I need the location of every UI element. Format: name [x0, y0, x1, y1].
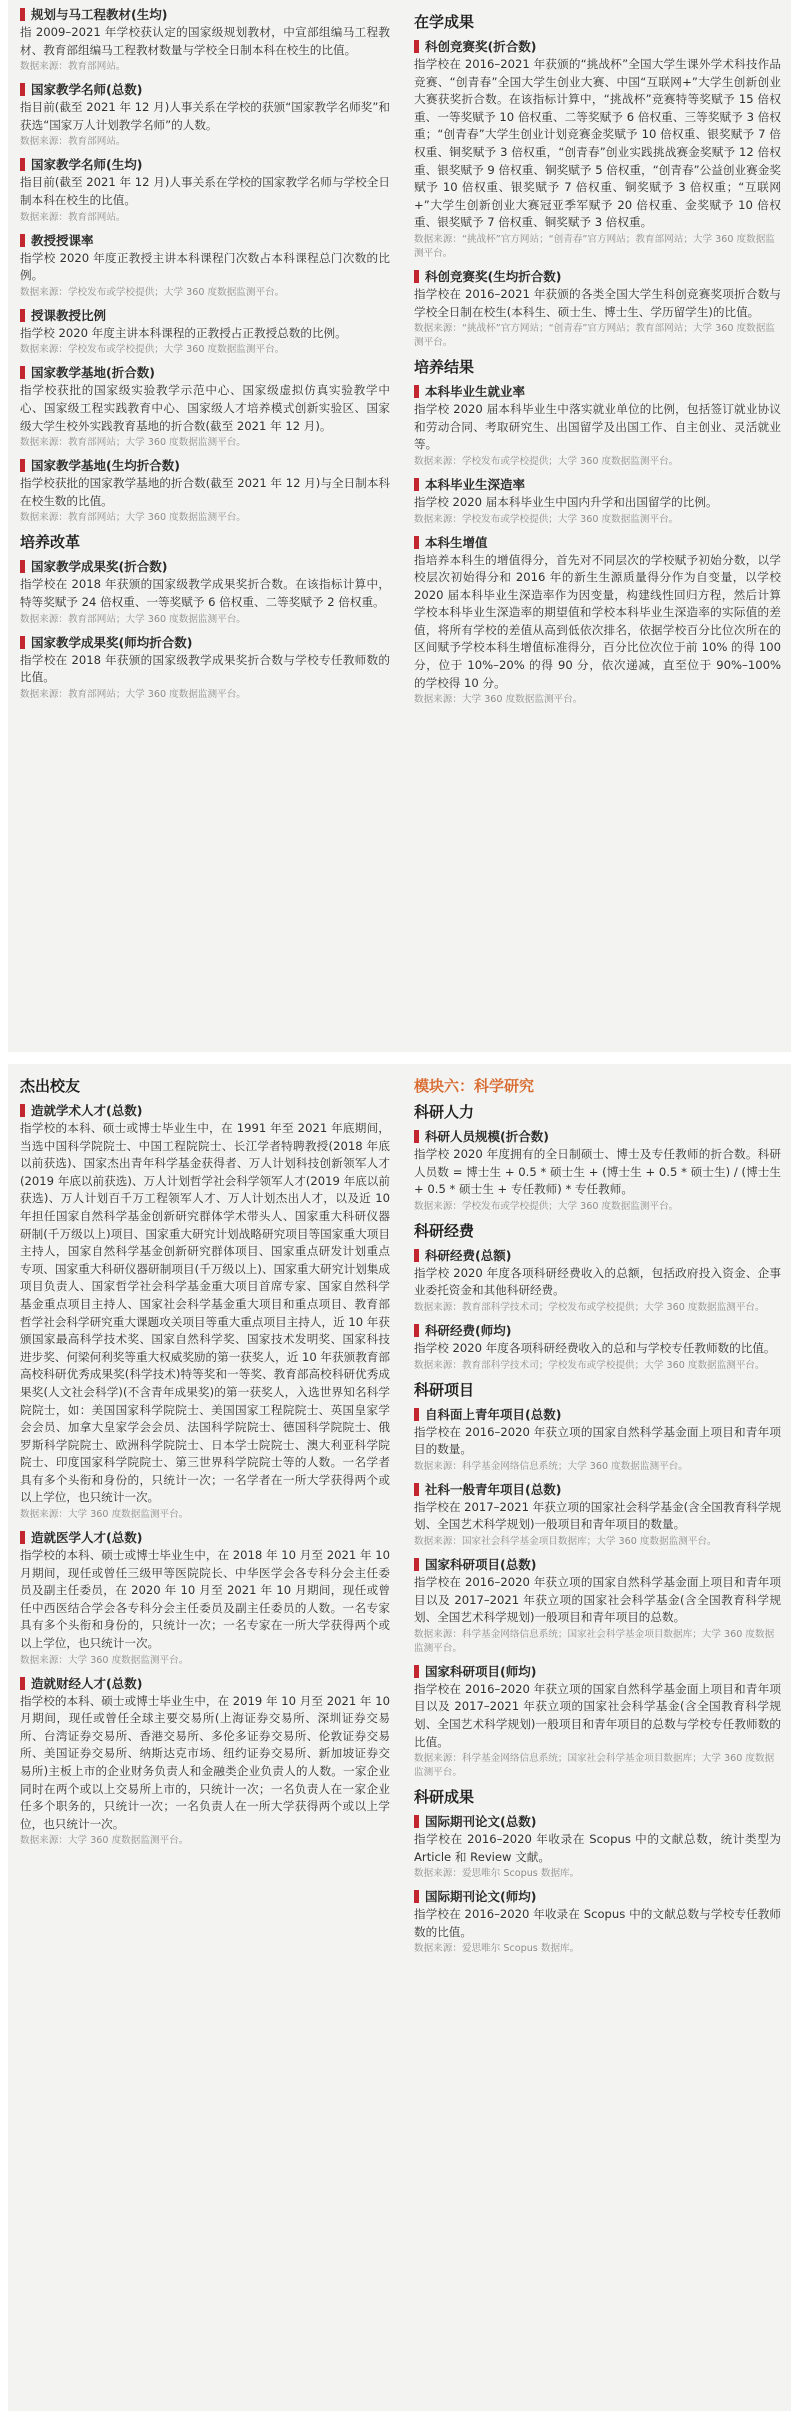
- indicator-data-source: 数据来源：教育部网站；大学 360 度数据监测平台。: [20, 613, 246, 625]
- indicator-description: 指学校在 2016–2021 年获颁的“挑战杯”全国大学生课外学术科技作品竞赛、“创青春”全国大学生创业大赛、中国“互联网+”大学生创新创业大赛获奖折合数。在该指标计算中，“挑战杯”竞赛特等奖赋予 15 倍权重、一等奖赋予 10 倍权重、二等奖赋予 6 倍权重、三等奖赋予 3 倍权重；“创青春”大学生创业计划竞赛金奖赋予 10 倍权重、银奖赋予 7 倍权重、铜奖赋予 3 倍权重，“创青春”创业实践挑战赛金奖赋予 12 倍权重、银奖赋予 9 倍权重、铜奖赋予 5 倍权重，“创青春”公益创业赛金奖赋予 10 倍权重、银奖赋予 7 倍权重、铜奖赋予 3 倍权重；“互联网+”大学生创新创业大赛冠亚季军赋予 20 倍权重、金奖赋予 10 倍权重、银奖赋予 7 倍权重、铜奖赋予 3 倍权重。: [414, 57, 781, 230]
- indicator-data-source: 数据来源：爱思唯尔 Scopus 数据库。: [414, 1943, 580, 1955]
- indicator-header: [414, 1663, 781, 1680]
- indicator-data-source: 数据来源：教育部科学技术司；学校发布或学校提供；大学 360 度数据监测平台。: [414, 1359, 765, 1371]
- indicator-data-source: 数据来源：科学基金网络信息系统；国家社会科学基金项目数据库；大学 360 度数据监测平台。: [414, 1628, 775, 1654]
- indicator-title: 国家教学成果奖(师均折合数): [31, 634, 193, 650]
- indicator-item: [20, 364, 390, 450]
- study-achievements-items: [414, 38, 781, 350]
- red-bullet-icon: [414, 1665, 419, 1678]
- red-bullet-icon: [414, 1815, 419, 1828]
- indicator-data-source: 数据来源：学校发布或学校提供；大学 360 度数据监测平台。: [20, 286, 285, 298]
- top-left-items: [20, 6, 390, 525]
- red-bullet-icon: [414, 385, 419, 398]
- indicator-title: 社科一般青年项目(总数): [425, 1481, 562, 1497]
- indicator-description: 指学校在 2016–2020 年收录在 Scopus 中的文献总数，统计类型为 Article 和 Review 文献。: [414, 1832, 781, 1864]
- indicator-title: 造就医学人才(总数): [31, 1530, 143, 1546]
- indicator-data-source: 数据来源：大学 360 度数据监测平台。: [20, 1654, 189, 1666]
- indicator-header: [20, 232, 390, 249]
- indicator-item: [414, 38, 781, 261]
- indicator-header: [414, 534, 781, 551]
- indicator-header: [20, 364, 390, 381]
- indicator-data-source: 数据来源：学校发布或学校提供；大学 360 度数据监测平台。: [414, 455, 679, 467]
- indicator-item: [414, 1663, 781, 1780]
- indicator-header: [414, 1556, 781, 1573]
- indicator-header: [414, 383, 781, 400]
- indicator-header: [414, 1481, 781, 1498]
- training-reform-items: [20, 558, 390, 701]
- indicator-item: [414, 1128, 781, 1214]
- indicator-title: 本科毕业生深造率: [425, 476, 526, 492]
- indicator-header: [20, 6, 390, 23]
- indicator-description: 指学校 2020 届本科毕业生中国内升学和出国留学的比例。: [414, 494, 718, 509]
- indicator-item: [414, 476, 781, 527]
- research-funding-items: [414, 1247, 781, 1373]
- section-title-training-reform: 培养改革: [20, 533, 81, 552]
- indicator-item: [20, 1529, 390, 1668]
- indicator-header: [414, 1322, 781, 1339]
- indicator-header: [414, 1406, 781, 1423]
- red-bullet-icon: [414, 536, 419, 549]
- section-title-outstanding-alumni: 杰出校友: [20, 1077, 81, 1095]
- indicator-data-source: 数据来源：学校发布或学校提供；大学 360 度数据监测平台。: [20, 344, 285, 356]
- indicator-description: 指学校 2020 年度正教授主讲本科课程门次数占本科课程总门次数的比例。: [20, 250, 390, 283]
- indicator-description: 指学校的本科、硕士或博士毕业生中，在 2019 年 10 月至 2021 年 10 月期间，现任或曾任全球主要交易所(上海证券交易所、深圳证券交易所、台湾证券交易所、香港交易所、多伦多证券交易所、伦敦证券交易所、美国证券交易所、纳斯达克市场、纽约证券交易所、新加坡证券交易所)主板上市的企业财务负责人和金融类企业负责人的人数。一家企业同时在两个或以上交易所上市的，只统计一次；一名负责人在一家企业任多个职务的，只统计一次；一名负责人在一所大学获得两个或以上学位，也只统计一次。: [20, 1693, 390, 1831]
- indicator-header: [20, 558, 390, 575]
- indicator-item: [414, 1888, 781, 1956]
- indicator-item: [20, 1102, 390, 1522]
- indicator-description: 指培养本科生的增值得分，首先对不同层次的学校赋予初始分数，以学校层次初始得分和 2016 年的新生生源质量得分作为自变量，以学校 2020 届本科毕业生深造率作为因变量，构建线性回归方程，然后计算学校本科毕业生深造率的期望值和学校本科毕业生深造率的实际值的差值，将所有学校的差值从高到低依次排名，依据学校百分比位次所在的区间赋予学校本科生增值标准得分，百分比位次位于前 10% 的得 100 分，位于 10%–20% 的得 90 分，依次递减，直至位于 90%–100% 的学校得 10 分。: [414, 552, 781, 690]
- red-bullet-icon: [414, 478, 419, 491]
- indicator-item: [414, 1813, 781, 1881]
- indicator-header: [414, 38, 781, 55]
- indicator-header: [20, 1529, 390, 1546]
- indicator-description: 指学校 2020 年度拥有的全日制硕士、博士及专任教师的折合数。科研人员数 = 博士生 + 0.5 * 硕士生 + (博士生 + 0.5 * 硕士生) / (博士生 + 0.5 * 硕士生 + 专任教师) * 专任教师。: [414, 1147, 781, 1197]
- indicator-data-source: 数据来源：科学基金网络信息系统；大学 360 度数据监测平台。: [414, 1460, 688, 1472]
- indicator-title: 国际期刊论文(师均): [425, 1889, 537, 1905]
- red-bullet-icon: [414, 1249, 419, 1262]
- indicator-title: 国家教学成果奖(折合数): [31, 559, 168, 575]
- indicator-title: 国家教学名师(生均): [31, 157, 143, 173]
- indicator-item: [20, 6, 390, 74]
- section-title-research-manpower: 科研人力: [414, 1103, 475, 1121]
- indicator-header: [20, 156, 390, 173]
- indicator-description: 指学校获批的国家教学基地的折合数(截至 2021 年 12 月)与全日制本科在校生数的比值。: [20, 476, 390, 508]
- indicator-data-source: 数据来源：“挑战杯”官方网站；“创青春”官方网站；教育部网站；大学 360 度数据监测平台。: [414, 233, 775, 259]
- indicator-title: 教授授课率: [31, 232, 94, 248]
- indicator-item: [20, 81, 390, 149]
- indicator-description: 指学校在 2016–2020 年获立项的国家自然科学基金面上项目和青年项目以及 2017–2021 年获立项的国家社会科学基金(含全国教育科学规划、全国艺术科学规划)一般项目和青年项目的总数与学校专任教师数的比值。: [414, 1681, 781, 1749]
- indicator-title: 科创竞赛奖(生均折合数): [425, 268, 562, 284]
- indicator-description: 指学校获批的国家级实验教学示范中心、国家级虚拟仿真实验教学中心、国家级工程实践教育中心、国家级人才培养模式创新实验区、国家级大学生校外实践教育基地的折合数(截至 2021 年 12 月)。: [20, 383, 390, 433]
- indicator-item: [414, 1481, 781, 1549]
- indicator-item: [20, 156, 390, 224]
- indicator-item: [20, 457, 390, 525]
- indicator-description: 指学校在 2018 年获颁的国家级教学成果奖折合数。在该指标计算中，特等奖赋予 24 倍权重、一等奖赋予 6 倍权重、二等奖赋予 2 倍权重。: [20, 577, 390, 609]
- section-title-research-output: 科研成果: [414, 1788, 475, 1807]
- indicator-title: 造就财经人才(总数): [31, 1675, 143, 1691]
- indicator-title: 自科面上青年项目(总数): [425, 1406, 562, 1422]
- indicator-data-source: 数据来源：教育部网站。: [20, 211, 126, 223]
- indicator-header: [20, 1675, 390, 1692]
- indicator-item: [20, 1675, 390, 1849]
- research-output-items: [414, 1813, 781, 1956]
- red-bullet-icon: [414, 270, 419, 283]
- indicator-data-source: 数据来源：学校发布或学校提供；大学 360 度数据监测平台。: [414, 513, 679, 525]
- indicator-title: 国家教学名师(总数): [31, 82, 143, 98]
- indicator-header: [20, 1102, 390, 1119]
- module-title: 模块六：科学研究: [414, 1077, 535, 1095]
- section-title-research-projects: 科研项目: [414, 1380, 475, 1399]
- indicator-description: 指学校的本科、硕士或博士毕业生中，在 1991 年至 2021 年底期间，当选中国科学院院士、中国工程院院士、长江学者特聘教授(2018 年底以前获选)、国家杰出青年科学基金获得者、万人计划科技创新领军人才(2019 年底以前获选)、万人计划哲学社会科学领军人才(2019 年底以前获选)、万人计划百千万工程领军人才、万人计划杰出人才，以及近 10 年担任国家自然科学基金创新研究群体学术带头人、国家重大科研仪器研制(千万级以上)项目、国家重大研究计划战略研究项目等国家重大项目主持人，国家自然科学基金创新研究群体项目、国家重点研发计划重点专项、国家重大科研仪器研制项目(千万级以上)、国家重大研究计划集成项目负责人、国家哲学社会科学基金重大项目首席专家、国家自然科学基金重点项目主持人、国家社会科学基金重大项目和重点项目、教育部哲学社会科学研究重大课题攻关项目等重大重点项目主持人，近 10 年获颁国家最高科学技术奖、国家自然科学奖、国家技术发明奖、国家科技进步奖、何梁何利奖等重大权威奖励的第一获奖人，近 10 年获颁教育部高校科研优秀成果奖(科学技术)特等奖和一等奖、教育部高校科研优秀成果奖(人文社会科学)(不含青年成果奖)的第一获奖人，入选世界知名科学院院士，如：美国国家科学院院士、美国国家工程院院士、英国皇家学会会员、加拿大皇家学会会员、法国科学院院士、德国科学院院士、俄罗斯科学院院士、欧洲科学院院士、日本学士院院士、澳大利亚科学院院士、印度国家科学院院士、第三世界科学院院士等的人数。一名学者具有多个头衔和身份的，只统计一次；一名学者在一所大学获得两个或以上学位，也只统计一次。: [20, 1121, 390, 1505]
- research-manpower-items: [414, 1128, 781, 1214]
- indicator-description: 指学校在 2016–2020 年获立项的国家自然科学基金面上项目和青年项目以及 2017–2021 年获立项的国家社会科学基金(含全国教育科学规划、全国艺术科学规划)一般项目和青年项目的总数。: [414, 1574, 781, 1625]
- page-bottom: [8, 1064, 791, 2411]
- indicator-title: 规划与马工程教材(生均): [31, 7, 168, 22]
- indicator-data-source: 数据来源：教育部网站；大学 360 度数据监测平台。: [20, 437, 246, 449]
- red-bullet-icon: [414, 1324, 419, 1337]
- indicator-header: [20, 307, 390, 324]
- indicator-item: [414, 383, 781, 469]
- indicator-description: 指学校 2020 年度各项科研经费收入的总和与学校专任教师数的比值。: [414, 1340, 776, 1355]
- indicator-title: 国家教学基地(折合数): [31, 365, 155, 381]
- indicator-title: 国家科研项目(师均): [425, 1663, 537, 1679]
- training-results-items: [414, 383, 781, 707]
- red-bullet-icon: [20, 1677, 25, 1690]
- red-bullet-icon: [20, 560, 25, 573]
- indicator-title: 授课教授比例: [31, 307, 107, 323]
- column-bottom-left: [8, 1064, 400, 2411]
- indicator-description: 指学校的本科、硕士或博士毕业生中，在 2018 年 10 月至 2021 年 10 月期间，现任或曾任三级甲等医院院长、中华医学会各专科分会主任委员及副主任委员，在 2020 年 10 月至 2021 年 10 月期间，现任或曾任中西医结合学会各专科分会主任委员及副主任委员的人数。一名专家具有多个头衔和身份的，只统计一次；一名专家在一所大学获得两个或以上学位，也只统计一次。: [20, 1548, 390, 1651]
- red-bullet-icon: [20, 234, 25, 247]
- indicator-header: [20, 81, 390, 98]
- indicator-item: [414, 1556, 781, 1656]
- indicator-title: 本科毕业生就业率: [425, 384, 526, 400]
- indicator-header: [414, 1813, 781, 1830]
- indicator-data-source: 数据来源：“挑战杯”官方网站；“创青春”官方网站；教育部网站；大学 360 度数据监测平台。: [414, 323, 775, 349]
- indicator-title: 科创竞赛奖(折合数): [425, 39, 537, 54]
- red-bullet-icon: [20, 1104, 25, 1117]
- red-bullet-icon: [20, 1531, 25, 1544]
- section-title-research-funding: 科研经费: [414, 1221, 475, 1240]
- indicator-item: [20, 634, 390, 702]
- red-bullet-icon: [414, 1408, 419, 1421]
- indicator-data-source: 数据来源：教育部网站。: [20, 136, 126, 148]
- indicator-item: [414, 1322, 781, 1373]
- indicator-item: [414, 534, 781, 708]
- indicator-title: 本科生增值: [425, 534, 488, 550]
- red-bullet-icon: [414, 1558, 419, 1571]
- indicator-data-source: 数据来源：教育部网站。: [20, 61, 126, 73]
- section-title-study-achievements: 在学成果: [414, 13, 475, 31]
- indicator-data-source: 数据来源：教育部科学技术司；学校发布或学校提供；大学 360 度数据监测平台。: [414, 1301, 765, 1313]
- indicator-data-source: 数据来源：国家社会科学基金项目数据库；大学 360 度数据监测平台。: [414, 1535, 717, 1547]
- indicator-data-source: 数据来源：爱思唯尔 Scopus 数据库。: [414, 1868, 580, 1880]
- indicator-data-source: 数据来源：科学基金网络信息系统；国家社会科学基金项目数据库；大学 360 度数据监测平台。: [414, 1753, 775, 1779]
- red-bullet-icon: [414, 40, 419, 53]
- indicator-description: 指学校在 2017–2021 年获立项的国家社会科学基金(含全国教育科学规划、全国艺术科学规划)一般项目和青年项目的数量。: [414, 1499, 781, 1532]
- column-top-right: [400, 0, 791, 1052]
- red-bullet-icon: [20, 636, 25, 649]
- indicator-description: 指目前(截至 2021 年 12 月)人事关系在学校的获颁“国家教学名师奖”和获选“国家万人计划教学名师”的人数。: [20, 100, 390, 132]
- indicator-data-source: 数据来源：教育部网站；大学 360 度数据监测平台。: [20, 688, 246, 700]
- indicator-description: 指学校 2020 年度各项科研经费收入的总额，包括政府投入资金、企事业委托资金和其他科研经费。: [414, 1265, 781, 1298]
- indicator-data-source: 数据来源：大学 360 度数据监测平台。: [20, 1835, 189, 1847]
- indicator-title: 国际期刊论文(总数): [425, 1814, 537, 1830]
- indicator-description: 指学校在 2016–2020 年获立项的国家自然科学基金面上项目和青年项目的数量。: [414, 1424, 781, 1457]
- indicator-item: [20, 232, 390, 300]
- indicator-item: [414, 268, 781, 350]
- indicator-item: [20, 307, 390, 358]
- indicator-header: [414, 268, 781, 285]
- red-bullet-icon: [20, 158, 25, 171]
- indicator-item: [414, 1406, 781, 1474]
- indicator-title: 科研经费(总额): [425, 1247, 512, 1263]
- column-top-left: [8, 0, 400, 1052]
- indicator-header: [20, 457, 390, 474]
- indicator-header: [414, 1247, 781, 1264]
- indicator-data-source: 数据来源：教育部网站；大学 360 度数据监测平台。: [20, 512, 246, 524]
- indicator-description: 指学校在 2016–2020 年收录在 Scopus 中的文献总数与学校专任教师数的比值。: [414, 1907, 781, 1939]
- red-bullet-icon: [20, 459, 25, 472]
- page-top: [8, 0, 791, 1052]
- indicator-description: 指学校在 2018 年获颁的国家级教学成果奖折合数与学校专任教师数的比值。: [20, 652, 390, 685]
- red-bullet-icon: [414, 1890, 419, 1903]
- red-bullet-icon: [20, 309, 25, 322]
- red-bullet-icon: [414, 1130, 419, 1143]
- research-projects-items: [414, 1406, 781, 1781]
- indicator-header: [414, 476, 781, 493]
- indicator-description: 指学校在 2016–2021 年获颁的各类全国大学生科创竞赛奖项折合数与学校全日制在校生(本科生、硕士生、博士生、学历留学生)的比值。: [414, 286, 781, 319]
- red-bullet-icon: [414, 1483, 419, 1496]
- red-bullet-icon: [20, 366, 25, 379]
- red-bullet-icon: [20, 8, 25, 21]
- section-title-training-results: 培养结果: [414, 358, 475, 377]
- outstanding-alumni-items: [20, 1102, 390, 1848]
- indicator-title: 国家科研项目(总数): [425, 1556, 537, 1572]
- indicator-description: 指目前(截至 2021 年 12 月)人事关系在学校的国家教学名师与学校全日制本科在校生的比值。: [20, 175, 390, 207]
- indicator-title: 科研人员规模(折合数): [425, 1129, 549, 1144]
- indicator-item: [414, 1247, 781, 1315]
- indicator-header: [20, 634, 390, 651]
- indicator-header: [414, 1888, 781, 1905]
- indicator-data-source: 数据来源：大学 360 度数据监测平台。: [20, 1509, 189, 1521]
- indicator-data-source: 数据来源：学校发布或学校提供；大学 360 度数据监测平台。: [414, 1200, 679, 1212]
- indicator-data-source: 数据来源：大学 360 度数据监测平台。: [414, 694, 583, 706]
- indicator-title: 造就学术人才(总数): [31, 1103, 143, 1118]
- indicator-header: [414, 1128, 781, 1145]
- indicator-description: 指学校 2020 届本科毕业生中落实就业单位的比例，包括签订就业协议和劳动合同、考取研究生、出国留学及出国工作、自主创业、灵活就业等。: [414, 402, 781, 452]
- indicator-title: 科研经费(师均): [425, 1322, 512, 1338]
- indicator-title: 国家教学基地(生均折合数): [31, 458, 180, 474]
- indicator-description: 指 2009–2021 年学校获认定的国家级规划教材，中宣部组编马工程教材、教育部组编马工程教材数量与学校全日制本科在校生的比值。: [20, 25, 390, 57]
- column-bottom-right: [400, 1064, 791, 2411]
- indicator-item: [20, 558, 390, 626]
- indicator-description: 指学校 2020 年度主讲本科课程的正教授占正教授总数的比例。: [20, 325, 347, 340]
- red-bullet-icon: [20, 83, 25, 96]
